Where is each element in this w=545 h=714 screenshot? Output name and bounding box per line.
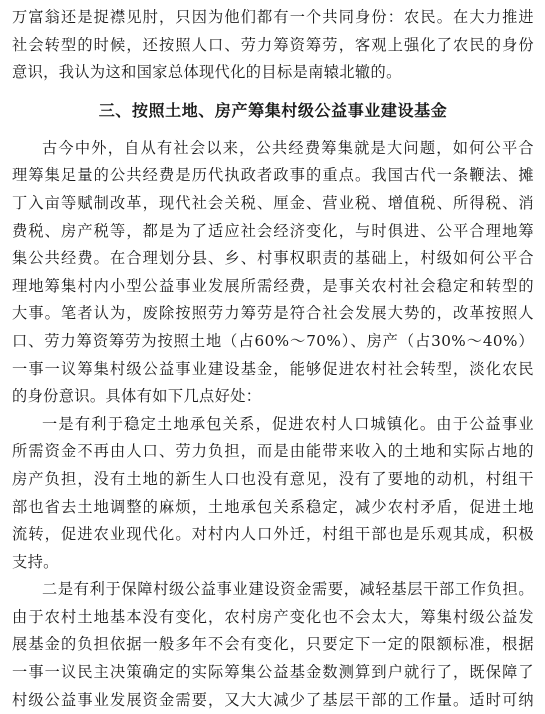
text-line: 流转，促进农业现代化。对村内人口外迁，村组干部也是乐观其成，积极 bbox=[12, 525, 534, 544]
text-line: 由于农村土地基本没有变化，农村房产变化也不会太大，筹集村级公益发 bbox=[12, 607, 534, 626]
text-line: 丁入亩等赋制改革，现代社会关税、厘金、营业税、增值税、所得税、消 bbox=[12, 193, 534, 212]
text-line: 房产负担，没有土地的新生人口也没有意见，没有了要地的动机，村组干 bbox=[12, 469, 534, 488]
paragraph-2 bbox=[12, 411, 534, 577]
text-line: 理筹集足量的公共经费是历代执政者政事的重点。我国古代一条鞭法、摊 bbox=[12, 166, 534, 185]
text-line: 万富翁还是捉襟见肘，只因为他们都有一个共同身份：农民。在大力推进 bbox=[12, 8, 534, 26]
text-line: 二是有利于保障村级公益事业建设资金需要，减轻基层干部工作负担。 bbox=[42, 580, 534, 599]
text-line: 的身份意识。具体有如下几点好处： bbox=[12, 387, 262, 406]
text-line: 口、劳力筹资筹劳为按照土地（占60%～70%）、房产（占30%～40%） bbox=[12, 331, 534, 350]
text-line: 社会转型的时候，还按照人口、劳力筹资筹劳，客观上强化了农民的身份 bbox=[12, 35, 534, 54]
intro-paragraph bbox=[12, 4, 534, 87]
document-page bbox=[12, 4, 534, 714]
text-line: 费税、房产税等，都是为了适应社会经济变化，与时俱进、公平合理地筹 bbox=[12, 221, 534, 240]
paragraph-1 bbox=[12, 135, 534, 411]
text-line: 一是有利于稳定土地承包关系，促进农村人口城镇化。由于公益事业 bbox=[42, 414, 534, 433]
text-line: 展基金的负担依据一般多年不会有变化，只要定下一定的限额标准，根据 bbox=[12, 635, 534, 654]
text-line: 一事一议筹集村级公益事业建设基金，能够促进农村社会转型，淡化农民 bbox=[12, 359, 534, 378]
text-line: 理地筹集村内小型公益事业发展所需经费，是事关农村社会稳定和转型的 bbox=[12, 276, 534, 295]
paragraph-3 bbox=[12, 576, 534, 714]
text-line: 部也省去土地调整的麻烦，土地承包关系稳定，减少农村矛盾，促进土地 bbox=[12, 497, 534, 516]
text-line: 所需资金不再由人口、劳力负担，而是由能带来收入的土地和实际占地的 bbox=[12, 442, 534, 461]
text-line: 大事。笔者认为，废除按照劳力筹劳是符合社会发展大势的，改革按照人 bbox=[12, 304, 534, 323]
section-heading: 三、按照土地、房产筹集村级公益事业建设基金 bbox=[98, 100, 448, 120]
text-line: 意识，我认为这和国家总体现代化的目标是南辕北辙的。 bbox=[12, 63, 402, 82]
text-line: 支持。 bbox=[12, 552, 59, 571]
text-line: 集公共经费。在合理划分县、乡、村事权职责的基础上，村级如何公平合 bbox=[12, 249, 534, 268]
text-line: 一事一议民主决策确定的实际筹集公益基金数测算到户就行了，既保障了 bbox=[12, 663, 534, 682]
text-line: 古今中外，自从有社会以来，公共经费筹集就是大问题，如何公平合 bbox=[42, 138, 534, 157]
text-line: 村级公益事业发展资金需要，又大大减少了基层干部的工作量。适时可纳 bbox=[12, 690, 534, 709]
